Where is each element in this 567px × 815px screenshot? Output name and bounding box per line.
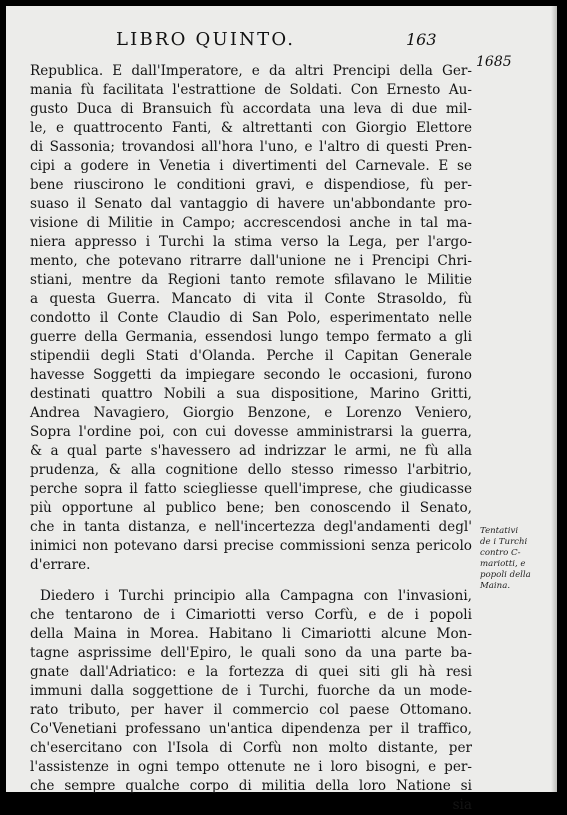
marginal-note-line: Tentativi	[480, 526, 519, 536]
text-line: le, e quattrocento Fanti, & altrettanti con Giorgio Elettore	[30, 120, 472, 136]
text-line: Co'Venetiani professano un'antica dipendenza per il traffico,	[30, 721, 472, 737]
text-line: della Maina in Morea. Habitano li Cimariotti alcune Mon-	[30, 626, 472, 642]
text-line: niera appresso i Turchi la stima verso la Lega, per l'argo-	[30, 234, 472, 250]
paragraph-1	[30, 62, 472, 575]
page-number: 163	[406, 30, 437, 49]
marginal-note-line: popoli della	[480, 570, 531, 580]
text-line: Sopra l'ordine poi, con cui dovesse amministrarsi la guerra,	[30, 424, 472, 440]
catchword: sia	[452, 797, 472, 813]
marginal-note-line: contro C-	[480, 548, 521, 558]
text-line: gusto Duca di Bransuich fù accordata una leva di due mil-	[30, 101, 472, 117]
text-line: Diedero i Turchi principio alla Campagna con l'invasioni,	[40, 588, 472, 604]
text-line: immuni dalla soggettione de i Turchi, fuorche da un mode-	[30, 683, 472, 699]
text-line: condotto il Conte Claudio di San Polo, esperimentato nelle	[30, 310, 472, 326]
running-title: LIBRO QUINTO.	[116, 29, 296, 50]
text-line: a questa Guerra. Mancato di vita il Conte Strasoldo, fù	[30, 291, 472, 307]
text-line: havesse Soggetti da impiegare secondo le occasioni, furono	[30, 367, 472, 383]
running-header	[6, 29, 557, 53]
text-line: d'errare.	[30, 557, 91, 573]
text-line: l'assistenze in ogni tempo ottenute ne i loro bisogni, e per-	[30, 759, 472, 775]
text-line: gnate dall'Adriatico: e la fortezza di quei siti gli hà resi	[30, 664, 472, 680]
text-line: di Sassonia; trovandosi all'hora l'uno, e l'altro di questi Pren-	[30, 139, 472, 155]
text-line: rato tributo, per haver il commercio col paese Ottomano.	[30, 702, 472, 718]
text-line: più opportune al publico bene; ben conoscendo il Senato,	[30, 500, 472, 516]
text-line: mania fù facilitata l'estrattione de Soldati. Con Ernesto Au-	[30, 82, 472, 98]
paragraph-2	[30, 587, 472, 796]
text-line: suaso il Senato dal vantaggio di havere un'abbondante pro-	[30, 196, 472, 212]
text-line: perche sopra il fatto sciegliesse quell'imprese, che giudicasse	[30, 481, 472, 497]
marginal-note-line: Maina.	[480, 581, 511, 591]
text-line: & a qual parte s'havessero ad indrizzar le armi, ne fù alla	[30, 443, 472, 459]
text-line: stipendii degli Stati d'Olanda. Perche il Capitan Generale	[30, 348, 472, 364]
text-line: che sempre qualche corpo di militia della loro Natione si	[30, 778, 472, 794]
text-line: Andrea Navagiero, Giorgio Benzone, e Lorenzo Veniero,	[30, 405, 472, 421]
text-line: ch'esercitano con l'Isola di Corfù non molto distante, per	[30, 740, 472, 756]
marginal-note-line: de i Turchi	[480, 537, 528, 547]
text-line: inimici non potevano darsi precise commissioni senza pericolo	[30, 538, 472, 554]
text-line: bene riuscirono le conditioni gravi, e dispendiose, fù per-	[30, 177, 472, 193]
marginal-note	[480, 526, 552, 592]
marginal-note-line: mariotti, e	[480, 559, 526, 569]
body-text	[30, 62, 472, 815]
text-line: tagne asprissime dell'Epiro, le quali sono da una parte ba-	[30, 645, 472, 661]
text-line: stiani, mentre da Regioni tanto remote sfilavano le Militie	[30, 272, 472, 288]
text-line: destinati quattro Nobili a sua dispositione, Marino Gritti,	[30, 386, 472, 402]
text-line: prudenza, & alla cognitione dello stesso rimesso l'arbitrio,	[30, 462, 472, 478]
text-line: Republica. E dall'Imperatore, e da altri Prencipi della Ger-	[30, 63, 472, 79]
text-line: che tentarono de i Cimariotti verso Corfù, e de i popoli	[30, 607, 472, 623]
page-edge-shadow	[551, 6, 557, 792]
text-line: che in tanta distanza, e nell'incertezza degl'andamenti degl'	[30, 519, 472, 535]
text-line: mento, che potevano ritrarre dall'unione ne i Prencipi Chri-	[30, 253, 472, 269]
text-line: guerre della Germania, essendosi lungo tempo fermato a gli	[30, 329, 472, 345]
marginal-year: 1685	[476, 54, 512, 70]
text-line: visione di Militie in Campo; accrescendosi anche in tal ma-	[30, 215, 472, 231]
text-line: cipi a godere in Venetia i divertimenti del Carnevale. E se	[30, 158, 472, 174]
book-page	[6, 6, 557, 813]
